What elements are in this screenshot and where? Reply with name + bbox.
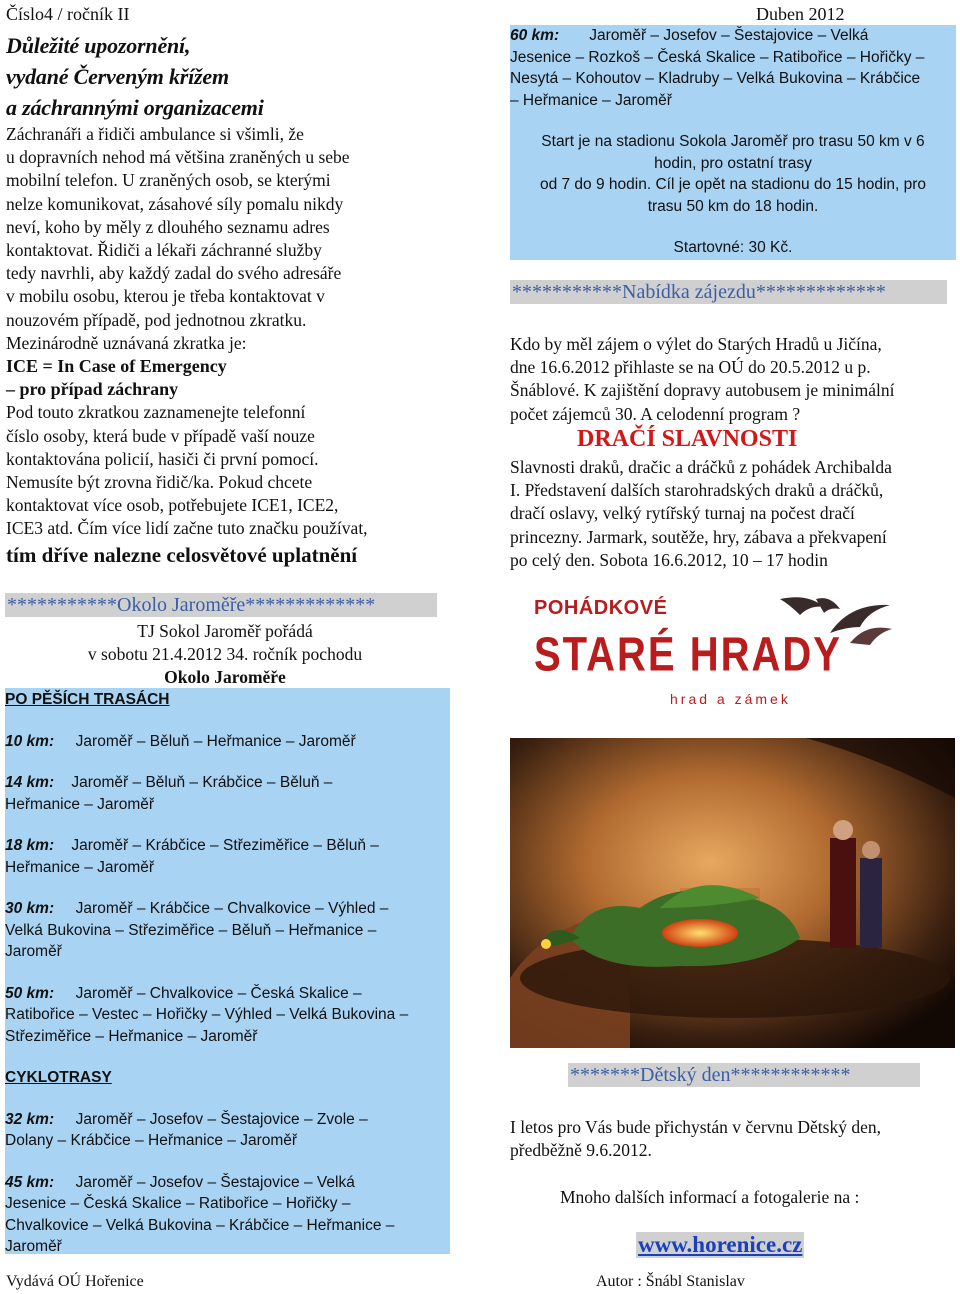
intro-line: v sobotu 21.4.2012 34. ročník pochodu [87,644,363,665]
okolo-banner: ***********Okolo Jaroměře************* [5,593,437,617]
logo-sub-text: hrad a zámek [670,691,791,707]
walk-heading: PO PĚŠÍCH TRASÁCH [5,691,170,708]
stare-hrady-logo [530,593,910,723]
okolo-intro [0,620,450,690]
bike-route-45 [5,1172,450,1258]
route-line: Jaroměř – Běluň – Heřmanice – Jaroměř [75,732,356,750]
logo-top-text: POHÁDKOVÉ [534,597,668,619]
website-link[interactable]: www.horenice.cz [638,1232,803,1257]
route-line: Střeziměřice – Heřmanice – Jaroměř [5,1027,258,1045]
route-distance: 30 km: [5,900,55,917]
walk-route-18 [5,835,450,878]
kids-banner: *******Dětský den************ [568,1063,920,1087]
start-line: hodin, pro ostatní trasy [654,154,812,172]
body-line: u dopravních nehod má většina zraněných u sebe [6,147,350,168]
route-line: Jaroměř [5,1238,62,1255]
trip-headline: DRAČÍ SLAVNOSTI [577,426,798,452]
route-line: Jaroměř – Josefov – Šestajovice – Zvole – [75,1110,368,1128]
body-line: kontaktovat více osob, potřebujete ICE1, ICE2, [6,495,339,516]
article-title [6,30,446,123]
route-line: Velká Bukovina – Střeziměřice – Běluň – Heřmanice – [5,921,377,939]
route-line: Jaroměř [5,943,62,960]
footer-author: Autor : Šnábl Stanislav [596,1273,745,1290]
ice-definition: ICE = In Case of Emergency [6,356,227,377]
footer-publisher: Vydává OÚ Hořenice [6,1273,144,1290]
kids-body [510,1116,960,1162]
route-distance: 18 km: [5,837,55,854]
body-line: Záchranáři a řidiči ambulance si všimli, že [6,124,304,144]
body-line: kontaktovat. Řidiči a lékaři záchranné služby [6,240,322,261]
route-line: Jesenice – Rozkoš – Česká Skalice – Ratibořice – Hořičky – [510,48,925,66]
route-distance: 60 km: [510,27,560,44]
route-line: Jaroměř – Krábčice – Chvalkovice – Výhled – [75,900,389,917]
issue-date: Duben 2012 [756,4,845,24]
desc-line: I. Představení dalších starohradských draků a dráčků, [510,480,884,501]
desc-line: po celý den. Sobota 16.6.2012, 10 – 17 hodin [510,549,828,570]
body-line: mobilní telefon. U zraněných osob, se kterými [6,170,331,191]
route-distance: 14 km: [5,774,55,791]
start-line: Start je na stadionu Sokola Jaroměř pro trasu 50 km v 6 [541,133,925,150]
walk-route-50 [5,983,450,1048]
intro-line: TJ Sokol Jaroměř pořádá [137,621,313,641]
bike-route-32 [5,1109,450,1152]
dragon-photo [510,738,955,1048]
body-line: Pod touto zkratkou zaznamenejte telefonní [6,402,306,423]
trip-description [510,456,960,572]
body-line: Mezinárodně uznávaná zkratka je: [6,332,247,353]
body-line: počet zájemců 30. A celodenní program ? [510,403,801,424]
issue-number: Číslo4 / ročník II [6,4,130,24]
route-distance: 32 km: [5,1110,55,1128]
body-line: dne 16.6.2012 přihlaste se na OÚ do 20.5.2012 u p. [510,357,871,378]
title-line: a záchrannými organizacemi [6,95,264,120]
body-line: neví, koho by měly z dlouhého seznamu adres [6,216,330,237]
body-line: v mobilu osobu, kterou je třeba kontaktovat v [6,286,325,307]
bike-route-60 [510,25,956,111]
body-line: ICE3 atd. Čím více lidí začne tuto značku používat, [6,518,368,539]
route-line: Ratibořice – Vestec – Hořičky – Výhled – Velká Bukovina – [5,1006,409,1023]
body-line: tedy navrhli, aby každý zadal do svého adresáře [6,263,342,284]
article-body [6,123,446,569]
route-line: Jesenice – Česká Skalice – Ratibořice – Hořičky – [5,1195,351,1212]
title-line: Důležité upozornění, [6,33,191,58]
body-line: Nemusíte být zrovna řidič/ka. Pokud chcete [6,472,313,493]
route-line: – Heřmanice – Jaroměř [510,91,672,109]
desc-line: Slavnosti draků, dračic a dráčků z pohádek Archibalda [510,457,892,477]
ice-article [6,30,446,569]
start-fee: Startovné: 30 Kč. [673,239,793,256]
logo-main-text: STARÉ HRADY [534,628,842,682]
article-closing: tím dříve nalezne celosvětové uplatnění [6,542,358,567]
body-line: nelze komunikovat, zásahové síly pomalu nikdy [6,193,344,214]
start-line: trasu 50 km do 18 hodin. [647,197,819,215]
walk-route-10 [5,731,450,753]
route-line: Jaroměř – Josefov – Šestajovice – Velká [75,1173,355,1191]
route-distance: 50 km: [5,984,55,1002]
route-line: Jaroměř – Josefov – Šestajovice – Velká [589,27,869,44]
route-distance: 10 km: [5,732,55,750]
route-line: Dolany – Krábčice – Heřmanice – Jaroměř [5,1132,298,1149]
desc-line: dračí oslavy, velký rytířský turnaj na počest dračí [510,503,855,524]
route-line: Nesytá – Kohoutov – Kladruby – Velká Bukovina – Krábčice [510,70,921,87]
body-line: předběžně 9.6.2012. [510,1140,652,1161]
walk-route-14 [5,772,450,815]
route-line: Jaroměř – Chvalkovice – Česká Skalice – [75,984,362,1002]
more-info: Mnoho dalších informací a fotogalerie na : [560,1187,860,1207]
event-name: Okolo Jaroměře [164,667,286,688]
trip-banner: ***********Nabídka zájezdu************* [510,280,947,304]
body-line: Šnáblové. K zajištění dopravy autobusem je minimální [510,380,895,401]
ice-translation: – pro případ záchrany [6,379,179,400]
route-line: Heřmanice – Jaroměř [5,858,155,876]
route-line: Chvalkovice – Velká Bukovina – Krábčice – Heřmanice – [5,1216,395,1234]
route-line: Jaroměř – Běluň – Krábčice – Běluň – [71,774,333,791]
start-info [510,131,956,217]
body-line: nouzovém případě, pod jednotnou zkratku. [6,309,307,330]
routes-box [5,688,450,1254]
body-line: Kdo by měl zájem o výlet do Starých Hradů u Jičína, [510,334,882,354]
trip-body [510,333,960,426]
routes-box-continued [510,25,956,260]
start-line: od 7 do 9 hodin. Cíl je opět na stadionu do 15 hodin, pro [539,176,927,193]
route-line: Jaroměř – Krábčice – Střeziměřice – Běluň – [71,837,379,854]
body-line: kontaktována policií, hasiči či první pomocí. [6,448,319,469]
body-line: číslo osoby, která bude v případě vaší nouze [6,425,315,446]
title-line: vydané Červeným křížem [6,64,229,89]
desc-line: princezny. Jarmark, soutěže, hry, zábava a překvapení [510,526,887,547]
body-line: I letos pro Vás bude přichystán v červnu Dětský den, [510,1117,881,1137]
walk-route-30 [5,898,450,963]
route-distance: 45 km: [5,1173,55,1191]
bike-heading: CYKLOTRASY [5,1069,112,1086]
route-line: Heřmanice – Jaroměř [5,795,155,813]
